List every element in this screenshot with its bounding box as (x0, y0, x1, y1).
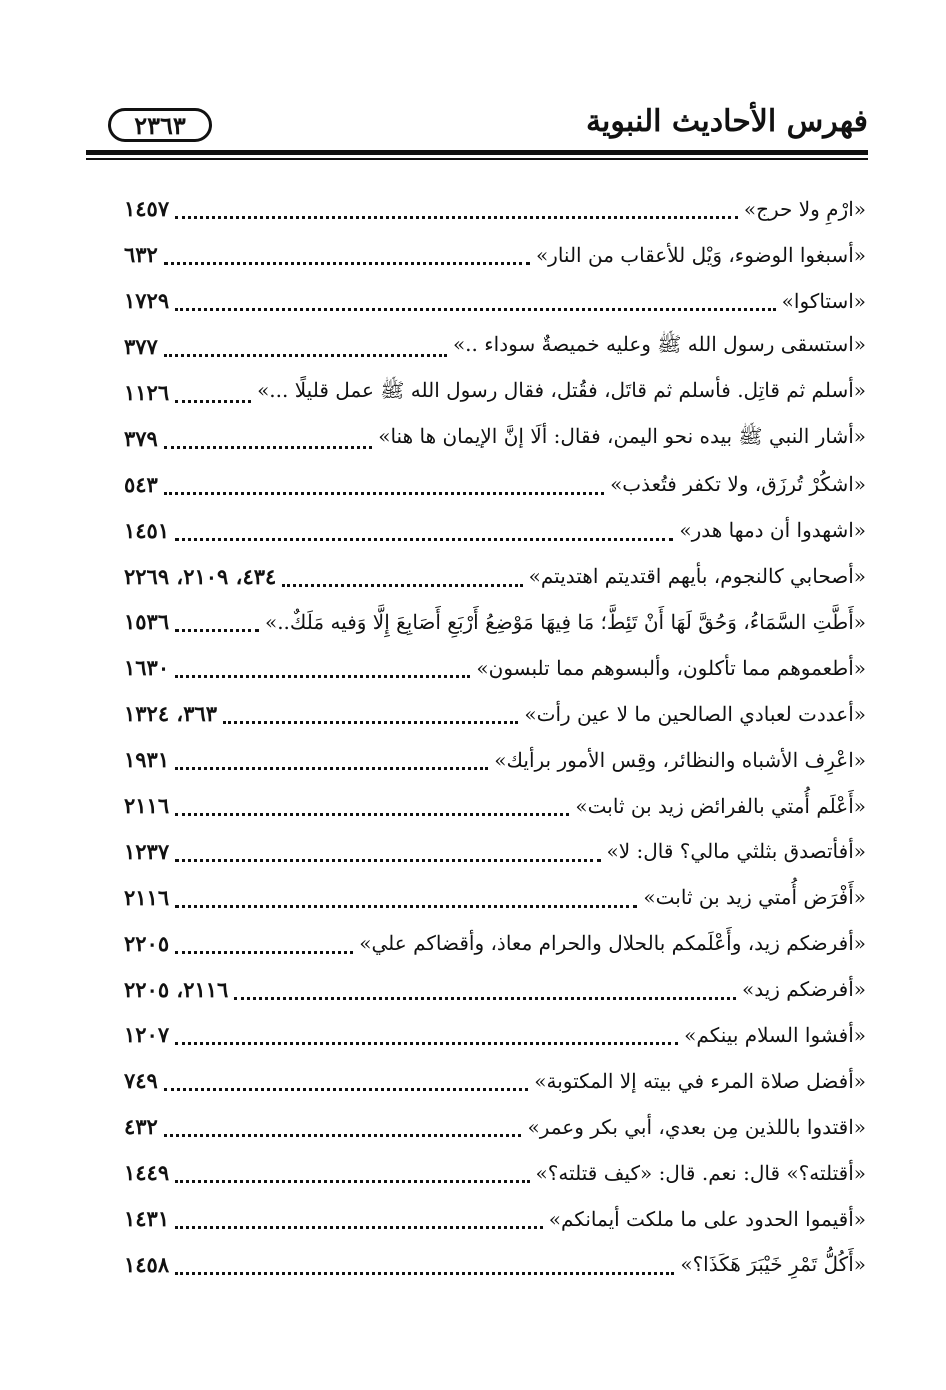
page-reference: ١٢٣٧ (124, 838, 170, 864)
page-reference: ٤٣٢ (124, 1114, 158, 1140)
dot-leader (175, 891, 637, 908)
hadith-text: «اعْرِف الأشباه والنظائر، وقِس الأمور برأيك» (494, 747, 866, 772)
page-reference: ٤٣٤، ٢١٠٩، ٢٢٦٩ (124, 563, 277, 589)
hadith-text: «أقتلته؟» قال: نعم. قال: «كيف قتلته؟» (535, 1160, 866, 1185)
page-title: فهرس الأحاديث النبوية (585, 104, 868, 139)
list-item (124, 461, 866, 507)
list-item (124, 874, 866, 920)
page-reference: ١٦٣٠ (124, 655, 170, 681)
dot-leader (175, 615, 259, 632)
hadith-text: «اشكُرْ تُرزَق، ولا تكفر فتُعذب» (610, 472, 866, 497)
dot-leader (175, 202, 738, 219)
hadith-text: «أسبغوا الوضوء، وَيْل للأعقاب من النار» (535, 242, 866, 267)
hadith-text: «أفضل صلاة المرء في بيته إلا المكتوبة» (534, 1068, 866, 1093)
hadith-text: «أَفْرَض أُمتي زيد بن ثابت» (643, 885, 866, 910)
list-item (124, 828, 866, 874)
list-item (124, 737, 866, 783)
list-item (124, 232, 866, 278)
hadith-text: «أَطَّتِ السَّمَاءُ، وَحُقَّ لَهَا أَنْ تَئِطَّ؛ مَا فِيهَا مَوْضِعُ أَرْبَعِ أَصَابِعَ إِلَّا وَفيه مَلَكٌ..» (264, 609, 866, 634)
dot-leader (175, 1028, 678, 1045)
dot-leader (175, 524, 673, 541)
list-item (124, 324, 866, 370)
dot-leader (175, 294, 776, 311)
page-reference: ١٢٠٧ (124, 1022, 170, 1048)
hadith-text: «اقتدوا باللذين مِن بعدي، أبي بكر وعمر» (527, 1114, 866, 1139)
hadith-text: «أفرضكم زيد، وأَعْلَمكم بالحلال والحرام معاذ، وأقضاكم علي» (359, 931, 866, 956)
page-reference: ١٥٣٦ (124, 609, 170, 635)
dot-leader (223, 707, 518, 724)
list-item (124, 370, 866, 416)
dot-leader (175, 1212, 543, 1229)
page-reference: ٢١١٦، ٢٢٠٥ (124, 976, 229, 1002)
page-reference: ١٤٥٧ (124, 196, 170, 222)
dot-leader (164, 432, 372, 449)
hadith-text: «أعددت لعبادي الصالحين ما لا عين رأت» (524, 701, 866, 726)
list-item (124, 1196, 866, 1242)
dot-leader (164, 478, 604, 495)
dot-leader (175, 845, 600, 862)
hadith-text: «أصحابي كالنجوم، بأيهم اقتديتم اهتديتم» (528, 564, 866, 589)
list-item (124, 415, 866, 461)
page-reference: ٢٢٠٥ (124, 930, 170, 956)
page-header (86, 100, 868, 150)
dot-leader (175, 661, 470, 678)
page-reference: ٣٧٩ (124, 425, 158, 451)
list-item (124, 1150, 866, 1196)
page-reference: ١٧٢٩ (124, 288, 170, 314)
list-item (124, 783, 866, 829)
header-rule-thick (86, 150, 868, 155)
hadith-text: «أفرضكم زيد» (741, 977, 866, 1002)
dot-leader (175, 937, 353, 954)
hadith-text: «استاكوا» (781, 288, 866, 313)
hadith-text: «أسلم ثم قاتِل. فأسلم ثم قاتَل، فقُتل، فقال رسول الله ﷺ عمل قليلًا ...» (257, 378, 866, 402)
dot-leader (175, 1258, 674, 1275)
list-item (124, 278, 866, 324)
header-rule-thin (86, 158, 868, 160)
dot-leader (164, 1120, 522, 1137)
dot-leader (282, 570, 522, 587)
list-item (124, 186, 866, 232)
page-reference: ٥٤٣ (124, 471, 158, 497)
page-reference: ١٤٥٨ (124, 1251, 170, 1277)
page-number-badge: ٢٣٦٣ (108, 108, 212, 142)
dot-leader (175, 1166, 529, 1183)
dot-leader (175, 753, 488, 770)
list-item (124, 966, 866, 1012)
page-reference: ٧٤٩ (124, 1068, 158, 1094)
dot-leader (164, 248, 530, 265)
hadith-text: «أشار النبي ﷺ بيده نحو اليمن، فقال: ألَا إنَّ الإيمان ها هنا» (378, 423, 866, 448)
dot-leader (234, 983, 736, 1000)
dot-leader (164, 340, 447, 357)
hadith-text: «استسقى رسول الله ﷺ وعليه خميصةٌ سوداء ..» (452, 332, 866, 357)
hadith-text: «اشهدوا أن دمها هدر» (679, 518, 866, 543)
list-item (124, 1104, 866, 1150)
page-reference: ٣٧٧ (124, 334, 158, 360)
list-item (124, 1241, 866, 1287)
hadith-index-list (124, 186, 866, 1287)
page-reference: ١٤٤٩ (124, 1160, 170, 1186)
hadith-text: «أفشوا السلام بينكم» (684, 1022, 866, 1047)
hadith-text: «أقيموا الحدود على ما ملكت أيمانكم» (548, 1206, 866, 1231)
list-item (124, 553, 866, 599)
page-reference: ٦٣٢ (124, 242, 158, 268)
hadith-text: «أَكُلُّ تَمْرِ خَيْبَرَ هَكَذَا؟» (680, 1252, 866, 1277)
list-item (124, 507, 866, 553)
page-reference: ١١٢٦ (124, 380, 170, 405)
page-reference: ٣٦٣، ١٣٢٤ (124, 701, 218, 727)
dot-leader (175, 799, 569, 816)
page-reference: ١٤٥١ (124, 517, 170, 543)
page-reference: ١٤٣١ (124, 1206, 170, 1232)
list-item (124, 1058, 866, 1104)
page-reference: ١٩٣١ (124, 747, 170, 773)
page-reference: ٢١١٦ (124, 793, 170, 819)
list-item (124, 1012, 866, 1058)
list-item (124, 920, 866, 966)
list-item (124, 691, 866, 737)
dot-leader (175, 386, 251, 403)
hadith-text: «أطعموهم مما تأكلون، وألبسوهم مما تلبسون» (476, 655, 866, 680)
hadith-text: «أَعْلَم أُمتي بالفرائض زيد بن ثابت» (575, 793, 866, 818)
dot-leader (164, 1074, 528, 1091)
hadith-text: «ارْمِ ولا حرج» (743, 196, 866, 221)
list-item (124, 645, 866, 691)
page-reference: ٢١١٦ (124, 884, 170, 910)
hadith-text: «أفأتصدق بثلثي مالي؟ قال: لا» (606, 839, 866, 864)
list-item (124, 599, 866, 645)
